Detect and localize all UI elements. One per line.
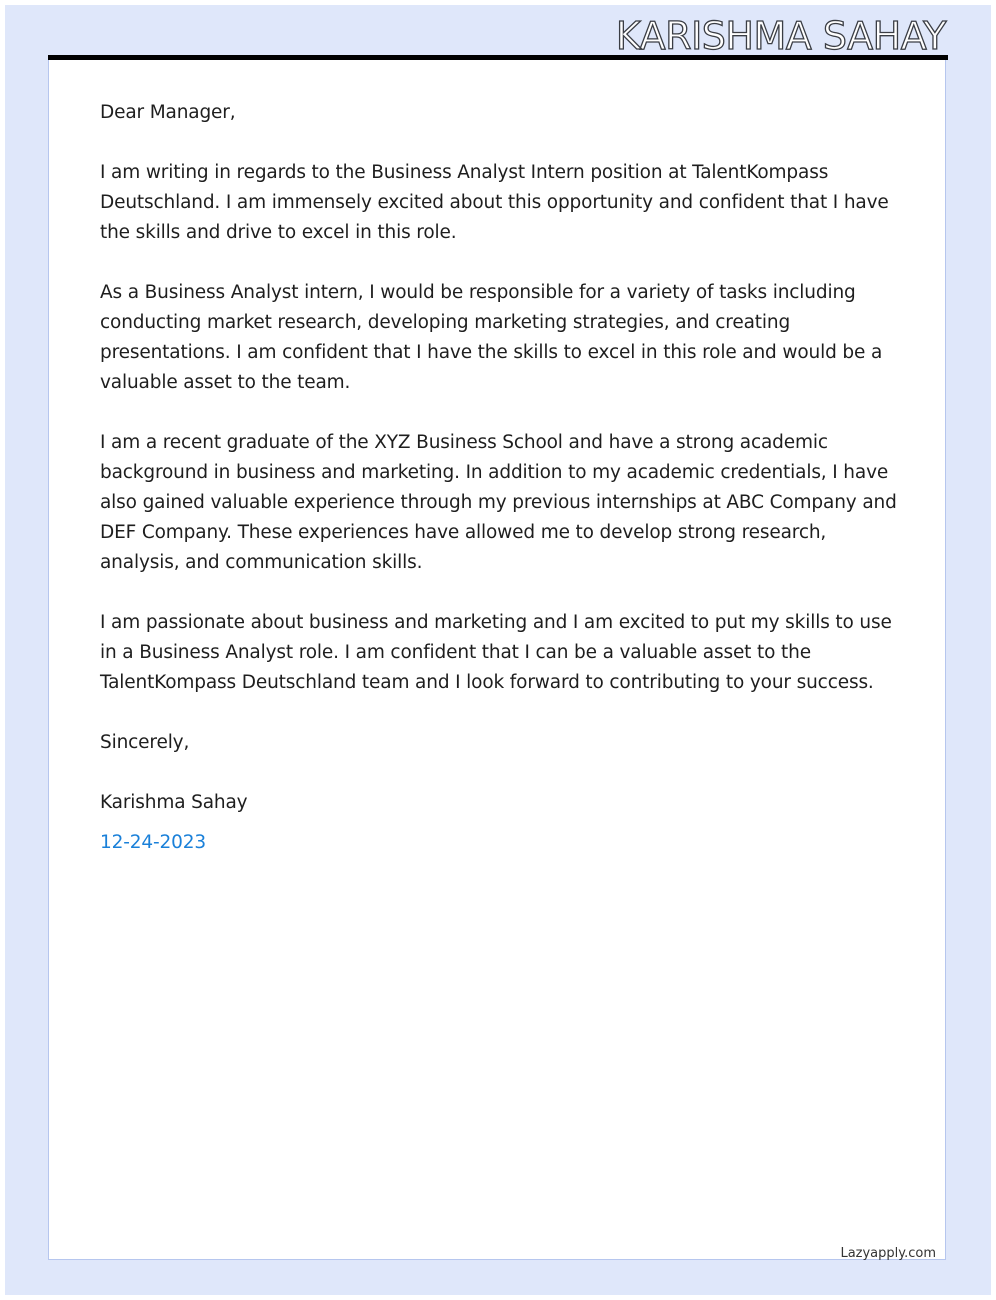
- paragraph-3: I am a recent graduate of the XYZ Business School and have a strong academic background in business and marketing. In addition to my academic credentials, I have also gained valuable experience through my previous internships at ABC Company and DEF Company. These experiences have allowed me to develop strong research, analysis, and communication skills.: [100, 432, 897, 573]
- letter-body: [100, 98, 900, 858]
- footer-brand: Lazyapply.com: [840, 1246, 936, 1261]
- salutation: Dear Manager,: [100, 102, 236, 123]
- letter-date: 12-24-2023: [100, 832, 207, 853]
- paragraph-2: As a Business Analyst intern, I would be responsible for a variety of tasks including conducting market research, developing marketing strategies, and creating presentations. I am confident that I have the skills to excel in this role and would be a valuable asset to the team.: [100, 282, 883, 393]
- header-name: KARISHMA SAHAY: [615, 14, 946, 58]
- paragraph-1: I am writing in regards to the Business Analyst Intern position at TalentKompass Deutschland. I am immensely excited about this opportunity and confident that I have the skills and drive to excel in this role.: [100, 162, 889, 243]
- closing: Sincerely,: [100, 732, 190, 753]
- signature: Karishma Sahay: [100, 792, 248, 813]
- paragraph-4: I am passionate about business and marketing and I am excited to put my skills to use in a Business Analyst role. I am confident that I can be a valuable asset to the TalentKompass Deutschland team and I look forward to contributing to your success.: [100, 612, 892, 693]
